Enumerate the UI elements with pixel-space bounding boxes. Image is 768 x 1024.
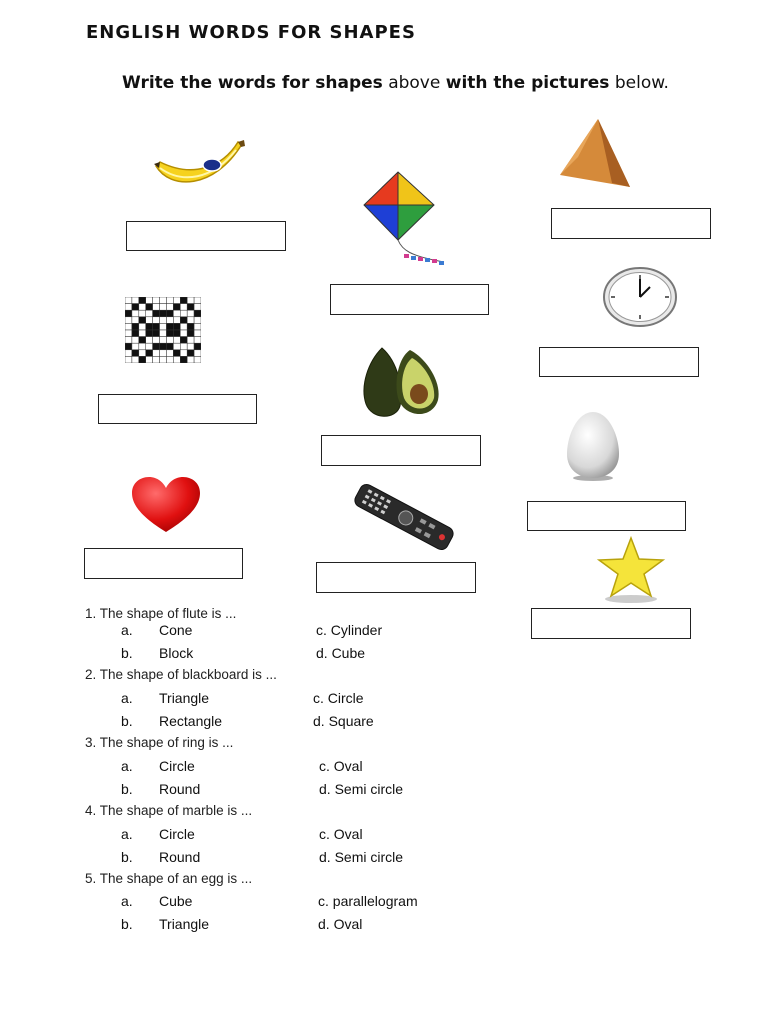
answer-box-kite[interactable] (330, 284, 489, 315)
answer-box-star[interactable] (531, 608, 691, 639)
option-letter: b. (121, 916, 133, 932)
option-text[interactable]: Rectangle (159, 713, 223, 729)
answer-box-remote[interactable] (316, 562, 476, 593)
option-text[interactable]: d. Semi circle (319, 781, 404, 797)
option-text[interactable]: c. Circle (313, 690, 364, 706)
question-4: 4. The shape of marble is ... (85, 803, 253, 818)
option-text[interactable]: c. parallelogram (318, 893, 418, 909)
avocado-icon (360, 342, 440, 422)
question-2: 2. The shape of blackboard is ... (85, 667, 277, 682)
option-text[interactable]: Block (159, 645, 194, 661)
option-text[interactable]: Round (159, 849, 201, 865)
heart-icon (130, 476, 202, 534)
question-1: 1. The shape of flute is ... (85, 606, 237, 621)
option-text[interactable]: Triangle (159, 690, 210, 706)
option-text[interactable]: d. Semi circle (319, 849, 404, 865)
option-letter: a. (121, 826, 133, 842)
option-letter: a. (121, 758, 133, 774)
option-text[interactable]: d. Square (313, 713, 374, 729)
answer-box-heart[interactable] (84, 548, 243, 579)
answer-box-crossword[interactable] (98, 394, 257, 424)
option-text[interactable]: Cone (159, 622, 193, 638)
option-text[interactable]: Round (159, 781, 201, 797)
option-text[interactable]: c. Oval (319, 758, 363, 774)
option-text[interactable]: Triangle (159, 916, 210, 932)
instruction-part-1: Write the words for shapes (122, 73, 383, 93)
option-text[interactable]: c. Cylinder (316, 622, 383, 638)
option-text[interactable]: d. Oval (318, 916, 363, 932)
samosa-triangle-icon (556, 117, 634, 191)
crossword-grid-icon (125, 297, 201, 363)
option-text[interactable]: Circle (159, 826, 195, 842)
option-letter: a. (121, 622, 133, 638)
answer-box-avocado[interactable] (321, 435, 481, 466)
option-text[interactable]: Circle (159, 758, 195, 774)
option-letter: a. (121, 893, 133, 909)
option-text[interactable]: c. Oval (319, 826, 363, 842)
clock-icon (602, 266, 678, 328)
kite-icon (360, 170, 452, 270)
instruction-part-3: with the pictures (445, 73, 610, 93)
banana-icon (152, 138, 247, 193)
option-text[interactable]: d. Cube (316, 645, 366, 661)
option-letter: b. (121, 713, 133, 729)
star-icon (594, 535, 668, 605)
instruction-part-2: above (388, 73, 441, 93)
option-letter: b. (121, 849, 133, 865)
option-letter: a. (121, 690, 133, 706)
option-text[interactable]: Cube (159, 893, 193, 909)
instruction-part-4: below. (614, 73, 669, 93)
answer-box-banana[interactable] (126, 221, 286, 251)
instruction (122, 73, 669, 93)
answer-box-clock[interactable] (539, 347, 699, 377)
answer-box-samosa[interactable] (551, 208, 711, 239)
option-letter: b. (121, 781, 133, 797)
answer-box-egg[interactable] (527, 501, 686, 531)
option-letter: b. (121, 645, 133, 661)
question-5: 5. The shape of an egg is ... (85, 871, 253, 886)
worksheet-title: ENGLISH WORDS FOR SHAPES (86, 22, 416, 43)
question-3: 3. The shape of ring is ... (85, 735, 234, 750)
remote-control-icon (350, 478, 458, 556)
egg-icon (563, 408, 623, 482)
